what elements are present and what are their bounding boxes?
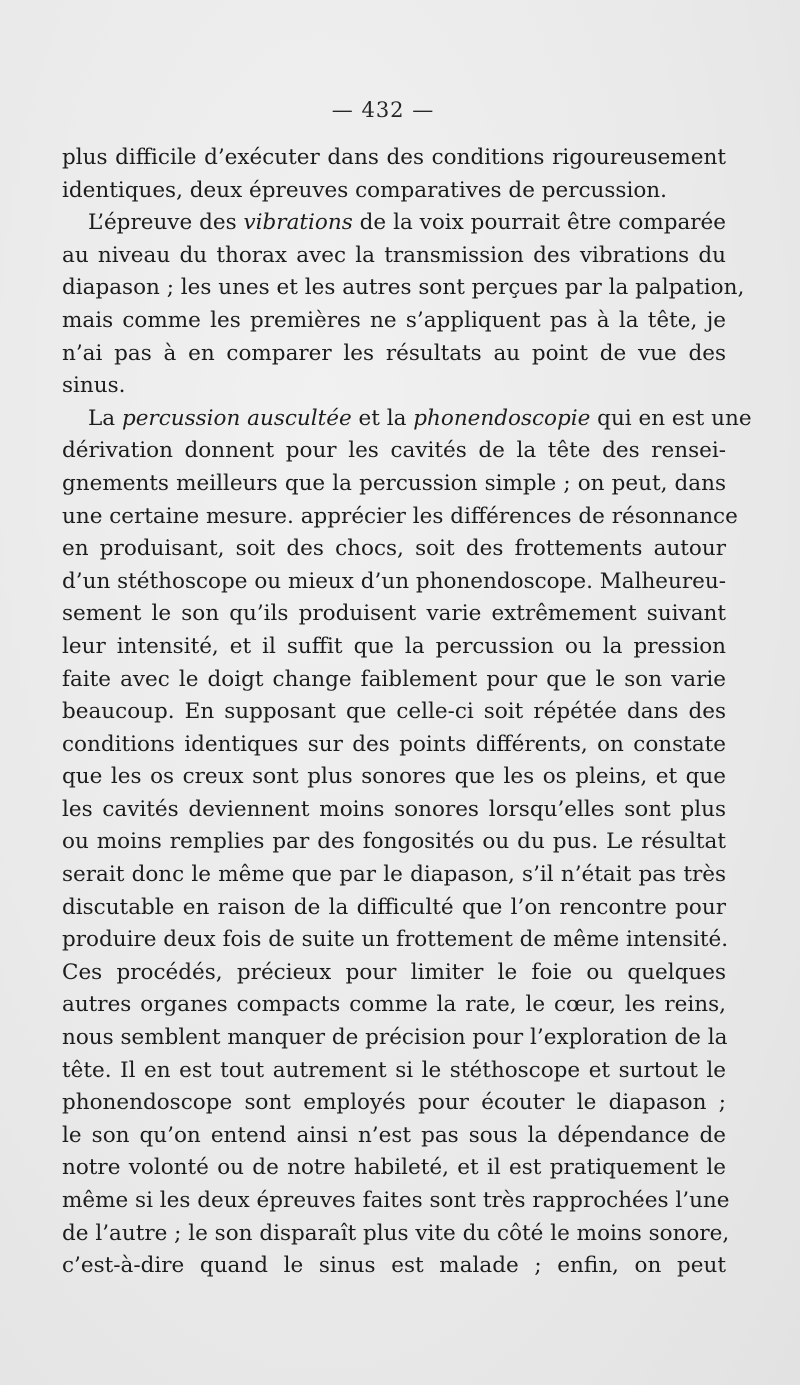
text-segment: gnements meilleurs que la percussion simple ; on peut, dans — [62, 470, 726, 496]
text-segment: de la voix pourrait être comparée — [352, 210, 726, 236]
page-number: — 432 — — [331, 98, 435, 122]
text-segment: qui en est une — [590, 405, 752, 431]
text-line — [62, 924, 729, 957]
text-line — [62, 1022, 726, 1055]
text-line — [62, 338, 726, 371]
text-segment: diapason ; les unes et les autres sont perçues par la palpation, — [62, 275, 745, 301]
text-line — [62, 598, 726, 631]
text-segment: au niveau du thorax avec la transmission des vibrations du — [62, 242, 726, 268]
text-line — [62, 1120, 726, 1153]
text-segment: d’un stéthoscope ou mieux d’un phonendoscope. Malheureu- — [62, 568, 726, 594]
text-segment: beaucoup. En supposant que celle-ci soit répétée dans des — [62, 699, 726, 725]
text-segment: mais comme les premières ne s’appliquent pas à la tête, je — [62, 307, 726, 333]
text-segment: L’épreuve des — [88, 210, 244, 236]
text-segment: une certaine mesure. apprécier les différences de résonnance — [62, 503, 738, 529]
text-segment: discutable en raison de la difficulté que l’on rencontre pour — [62, 894, 726, 920]
text-line — [62, 794, 726, 827]
text-line — [62, 207, 726, 240]
text-segment: autres organes compacts comme la rate, le cœur, les reins, — [62, 992, 726, 1018]
text-segment: phonendoscope sont employés pour écouter le diapason ; — [62, 1090, 726, 1116]
text-segment: tête. Il en est tout autrement si le stéthoscope et surtout le — [62, 1057, 726, 1083]
text-segment: dérivation donnent pour les cavités de la tête des rensei- — [62, 438, 726, 464]
text-segment: sement le son qu’ils produisent varie extrêmement suivant — [62, 601, 726, 627]
text-line — [62, 989, 726, 1022]
text-segment: c’est-à-dire quand le sinus est malade ; enfin, on peut — [62, 1253, 726, 1279]
text-segment: nous semblent manquer de précision pour l’exploration de la — [62, 1025, 728, 1051]
text-segment: notre volonté ou de notre habileté, et il est pratiquement le — [62, 1155, 726, 1181]
text-segment: plus difficile d’exécuter dans des conditions rigoureusement — [62, 145, 726, 170]
text-line — [62, 501, 738, 534]
italic-term: vibrations — [243, 210, 353, 236]
text-line — [62, 664, 726, 697]
text-line — [62, 892, 726, 925]
text-line — [62, 1218, 730, 1251]
text-segment: identiques, deux épreuves comparatives de percussion. — [62, 177, 667, 203]
text-line — [62, 696, 726, 729]
text-segment: en produisant, soit des chocs, soit des frottements autour — [62, 536, 726, 562]
text-segment: que les os creux sont plus sonores que les os pleins, et que — [62, 764, 726, 790]
text-segment: produire deux fois de suite un frottement de même intensité. — [62, 927, 729, 953]
text-segment: et la — [351, 405, 414, 431]
text-line — [62, 272, 745, 305]
body-text — [62, 142, 752, 1283]
text-segment: sinus. — [62, 373, 126, 399]
text-line — [62, 566, 726, 599]
text-line — [62, 1185, 730, 1218]
text-segment: même si les deux épreuves faites sont très rapprochées l’une — [62, 1188, 730, 1213]
italic-term: phonendoscopie — [413, 405, 591, 431]
text-line — [62, 957, 726, 990]
text-segment: serait donc le même que par le diapason, s’il n’était pas très — [62, 862, 726, 888]
text-line — [62, 305, 726, 338]
text-segment: La — [88, 405, 122, 431]
text-segment: conditions identiques sur des points différents, on constate — [62, 731, 726, 757]
text-line — [62, 1055, 726, 1088]
text-line — [62, 175, 726, 208]
text-segment: de l’autre ; le son disparaît plus vite du côté le moins sonore, — [62, 1220, 730, 1246]
text-line — [62, 1250, 726, 1283]
text-line — [62, 1087, 726, 1120]
text-segment: faite avec le doigt change faiblement pour que le son varie — [62, 666, 726, 692]
text-line — [62, 859, 726, 892]
text-line — [62, 1152, 726, 1185]
text-line — [62, 533, 726, 566]
text-segment: les cavités deviennent moins sonores lorsqu’elles sont plus — [62, 796, 726, 822]
text-line — [62, 729, 726, 762]
text-line — [62, 142, 726, 175]
text-line — [62, 370, 726, 403]
text-segment: leur intensité, et il suffit que la percussion ou la pression — [62, 633, 726, 659]
text-segment: ou moins remplies par des fongosités ou du pus. Le résultat — [62, 829, 726, 855]
text-line — [62, 826, 726, 859]
text-line — [62, 761, 726, 794]
text-segment: n’ai pas à en comparer les résultats au point de vue des — [62, 340, 726, 366]
text-line — [62, 631, 726, 664]
text-line — [62, 240, 726, 273]
text-line — [62, 435, 726, 468]
text-segment: le son qu’on entend ainsi n’est pas sous la dépendance de — [62, 1122, 726, 1148]
text-line — [62, 403, 752, 436]
italic-term: percussion auscultée — [121, 405, 352, 431]
text-segment: Ces procédés, précieux pour limiter le foie ou quelques — [62, 959, 726, 985]
text-line — [62, 468, 726, 501]
